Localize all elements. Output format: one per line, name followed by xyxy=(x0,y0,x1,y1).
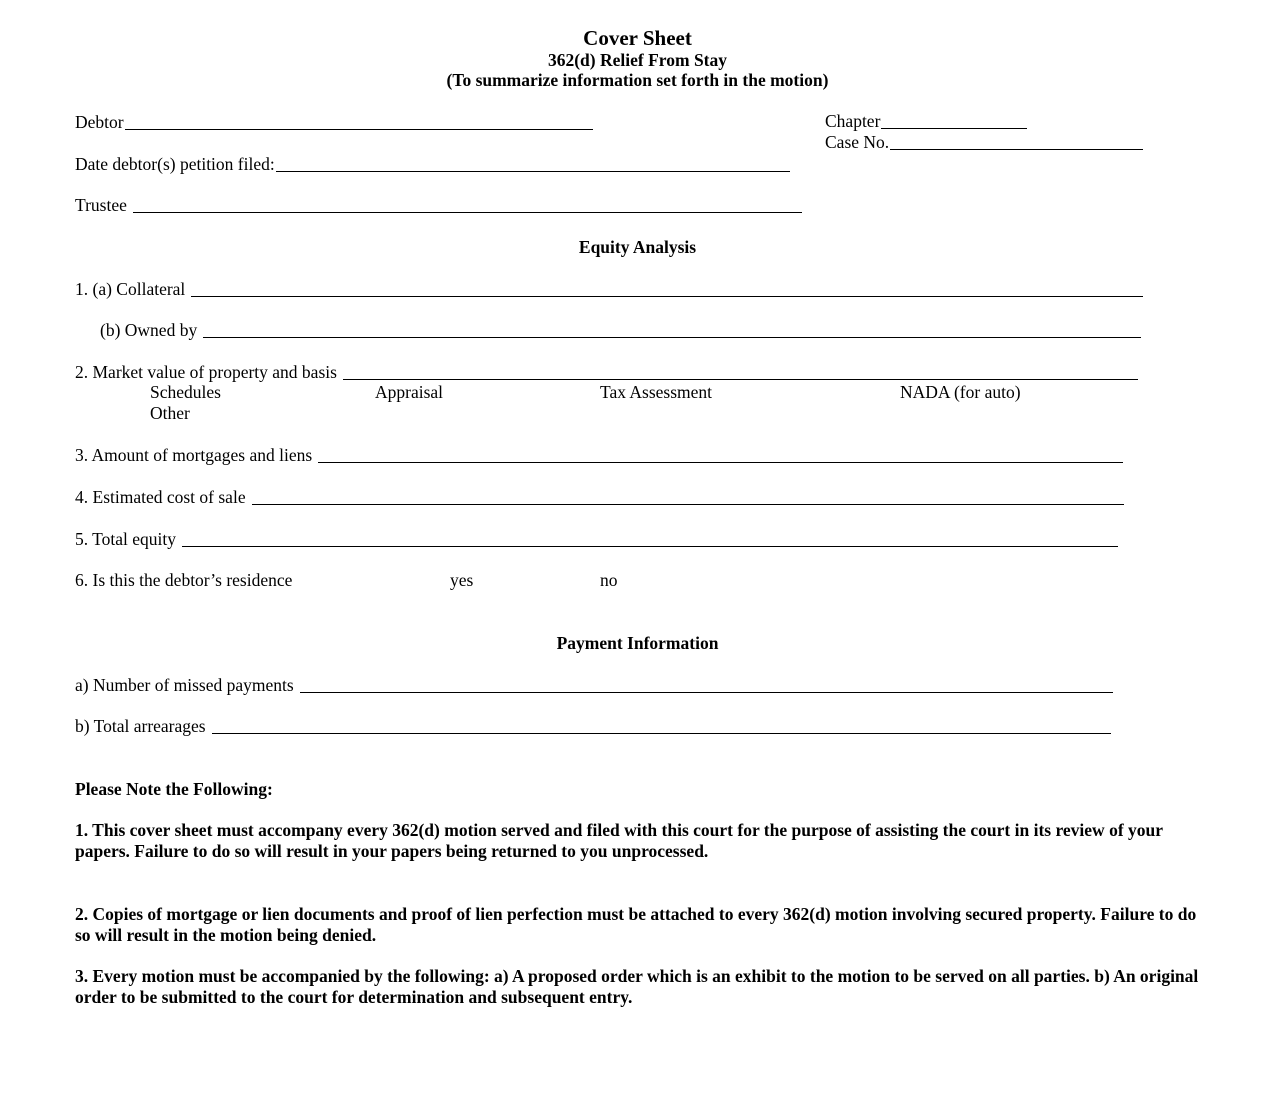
arrearages-input-line[interactable] xyxy=(212,719,1111,734)
owned-by-field[interactable] xyxy=(100,322,1141,340)
collateral-input-line[interactable] xyxy=(191,282,1143,297)
basis-option-other[interactable]: Other xyxy=(150,403,190,423)
note-item-1: 1. This cover sheet must accompany every 362(d) motion served and filed with this court for the purpose of assisting the court in its review of your papers. Failure to do so will result in your papers being returned to you unprocessed. xyxy=(75,820,1163,861)
debtor-label: Debtor xyxy=(75,112,124,132)
case-number-input-line[interactable] xyxy=(890,135,1143,150)
trustee-field[interactable] xyxy=(75,197,802,215)
collateral-field[interactable] xyxy=(75,281,1143,299)
missed-payments-label: a) Number of missed payments xyxy=(75,675,294,695)
arrearages-label: b) Total arrearages xyxy=(75,716,206,736)
mortgages-field[interactable] xyxy=(75,447,1123,465)
total-equity-label: 5. Total equity xyxy=(75,529,177,549)
total-equity-input-line[interactable] xyxy=(182,532,1118,547)
page-title: Cover Sheet xyxy=(583,26,692,50)
market-value-field[interactable] xyxy=(75,364,1138,382)
missed-payments-field[interactable] xyxy=(75,677,1113,695)
debtor-input-line[interactable] xyxy=(125,115,593,130)
case-number-label: Case No. xyxy=(825,132,890,152)
cost-of-sale-field[interactable] xyxy=(75,489,1124,507)
petition-date-label: Date debtor(s) petition filed: xyxy=(75,154,275,174)
cost-of-sale-label: 4. Estimated cost of sale xyxy=(75,487,246,507)
basis-option-appraisal[interactable]: Appraisal xyxy=(375,382,444,402)
owned-by-label: (b) Owned by xyxy=(100,320,198,340)
basis-option-schedules[interactable]: Schedules xyxy=(150,382,221,402)
arrearages-field[interactable] xyxy=(75,718,1111,736)
chapter-input-line[interactable] xyxy=(881,114,1027,129)
trustee-input-line[interactable] xyxy=(133,198,802,213)
page-subtitle: 362(d) Relief From Stay xyxy=(547,50,728,70)
note-item-2: 2. Copies of mortgage or lien documents and proof of lien perfection must be attached to every 362(d) motion involving secured property. Failure to do so will result in the motion being denied. xyxy=(75,904,1197,945)
collateral-label: 1. (a) Collateral xyxy=(75,279,186,299)
cost-of-sale-input-line[interactable] xyxy=(252,490,1124,505)
total-equity-field[interactable] xyxy=(75,531,1118,549)
basis-option-nada[interactable]: NADA (for auto) xyxy=(900,382,1021,402)
missed-payments-input-line[interactable] xyxy=(300,678,1113,693)
basis-option-tax-assessment[interactable]: Tax Assessment xyxy=(600,382,713,402)
mortgages-label: 3. Amount of mortgages and liens xyxy=(75,445,313,465)
petition-date-input-line[interactable] xyxy=(276,157,790,172)
residence-no-option[interactable]: no xyxy=(600,570,618,590)
owned-by-input-line[interactable] xyxy=(203,323,1141,338)
market-value-input-line[interactable] xyxy=(343,365,1138,380)
petition-date-field[interactable] xyxy=(75,156,790,174)
equity-analysis-heading: Equity Analysis xyxy=(578,237,697,257)
chapter-label: Chapter xyxy=(825,111,881,131)
chapter-field[interactable] xyxy=(825,113,1027,131)
note-item-3: 3. Every motion must be accompanied by the following: a) A proposed order which is an exhibit to the motion to be served on all parties. b) An original order to be submitted to the court for determination and subsequent entry. xyxy=(75,966,1199,1007)
case-number-field[interactable] xyxy=(825,134,1143,152)
notes-heading: Please Note the Following: xyxy=(75,779,273,799)
page-instruction: (To summarize information set forth in the motion) xyxy=(446,70,829,90)
residence-question: 6. Is this the debtor’s residence xyxy=(75,570,293,590)
mortgages-input-line[interactable] xyxy=(318,448,1123,463)
residence-yes-option[interactable]: yes xyxy=(450,570,474,590)
debtor-field[interactable] xyxy=(75,114,593,132)
trustee-label: Trustee xyxy=(75,195,127,215)
market-value-label: 2. Market value of property and basis xyxy=(75,362,337,382)
payment-information-heading: Payment Information xyxy=(556,633,719,653)
